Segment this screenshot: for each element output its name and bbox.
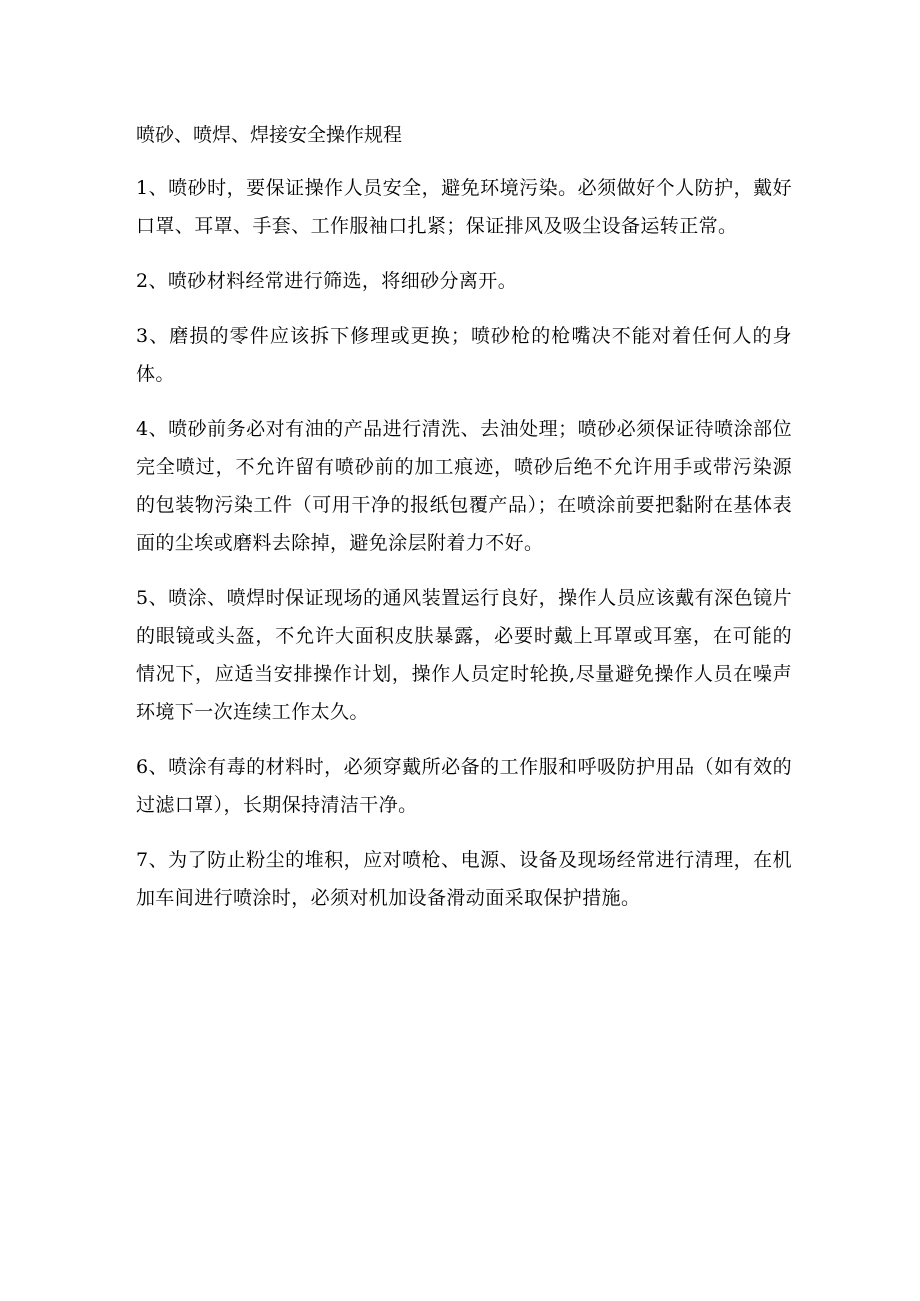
paragraph-5: 5、喷涂、喷焊时保证现场的通风装置运行良好，操作人员应该戴有深色镜片的眼镜或头盔，不允许大面积皮肤暴露，必要时戴上耳罩或耳塞，在可能的情况下，应适当安排操作计划，操作人员定时轮换,尽量避免操作人员在噪声环境下一次连续工作太久。 bbox=[136, 587, 792, 723]
document-body bbox=[136, 116, 792, 934]
paragraph-7: 7、为了防止粉尘的堆积，应对喷枪、电源、设备及现场经常进行清理，在机加车间进行喷涂时，必须对机加设备滑动面采取保护措施。 bbox=[136, 849, 792, 909]
paragraph-1: 1、喷砂时，要保证操作人员安全，避免环境污染。必须做好个人防护，戴好口罩、耳罩、手套、工作服袖口扎紧；保证排风及吸尘设备运转正常。 bbox=[136, 177, 792, 237]
paragraph-3: 3、磨损的零件应该拆下修理或更换；喷砂枪的枪嘴决不能对着任何人的身体。 bbox=[136, 325, 792, 385]
paragraph-2: 2、喷砂材料经常进行筛选，将细砂分离开。 bbox=[136, 270, 518, 292]
paragraph-6: 6、喷涂有毒的材料时，必须穿戴所必备的工作服和呼吸防护用品（如有效的过滤口罩），长期保持清洁干净。 bbox=[136, 756, 792, 816]
paragraph-4: 4、喷砂前务必对有油的产品进行清洗、去油处理；喷砂必须保证待喷涂部位完全喷过，不允许留有喷砂前的加工痕迹，喷砂后绝不允许用手或带污染源的包装物污染工件（可用干净的报纸包覆产品）；在喷涂前要把黏附在基体表面的尘埃或磨料去除掉，避免涂层附着力不好。 bbox=[136, 418, 792, 554]
document-title: 喷砂、喷焊、焊接安全操作规程 bbox=[136, 124, 403, 146]
